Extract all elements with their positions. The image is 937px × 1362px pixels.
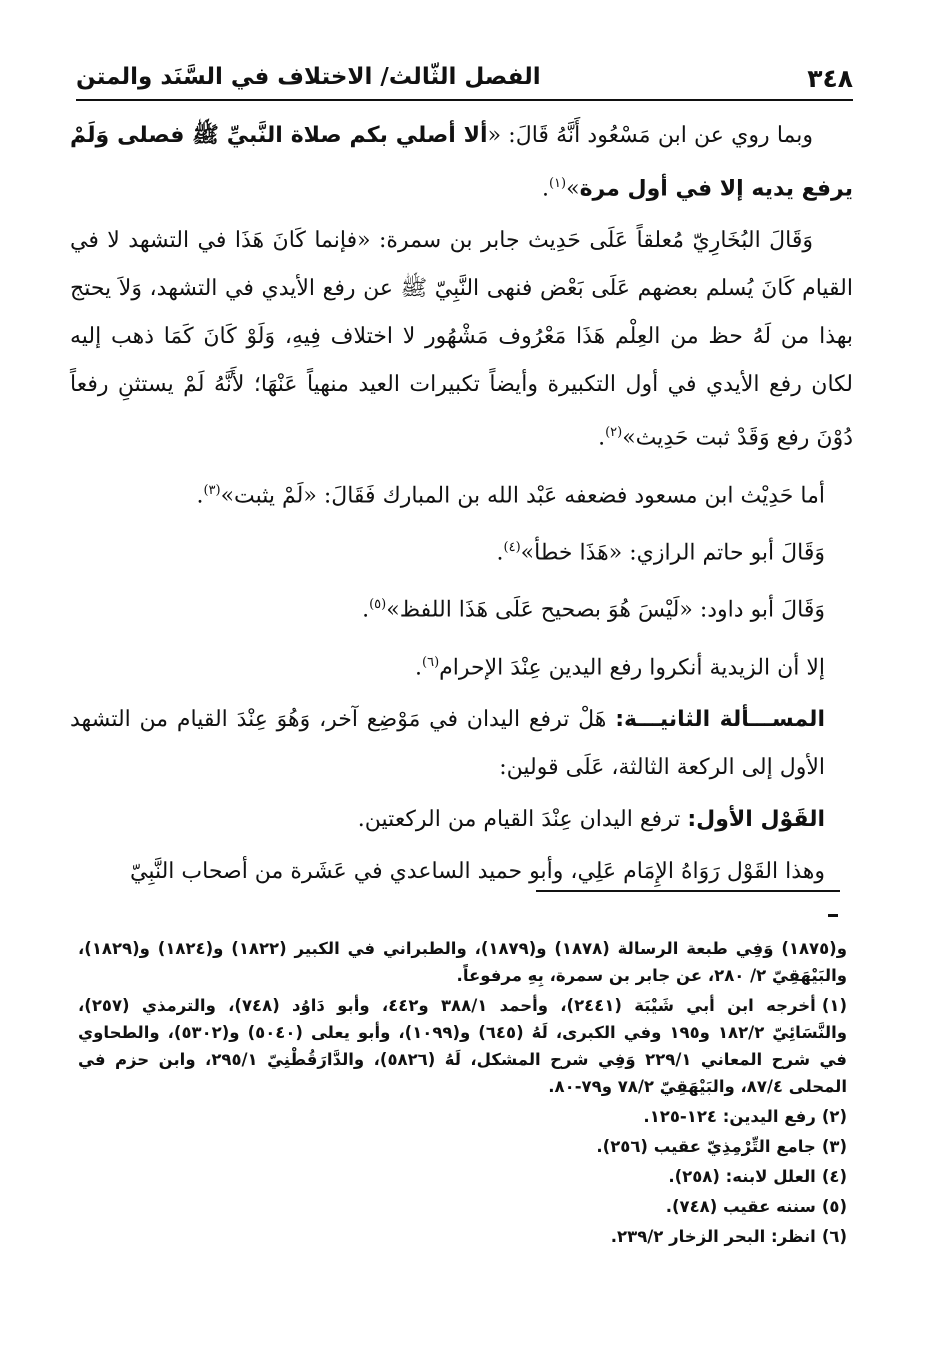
paragraph-5: وَقَالَ أبو داود: «لَيْسَ هُوَ بصحيح عَلَى هَذَا اللفظ»$^{(٥)}$. [362,597,825,623]
paragraph-1: وبما روي عن ابن مَسْعُود أَنَّهُ قَالَ: «ألا أصلي بكم صلاة النَّبيِّ ﷺ فصلى وَلَمْ يرفع يديه إلا في أول مرة»$^{(١)}$. [70,123,853,202]
p4-text: وَقَالَ أبو حاتم الرازي: «هَذَا خطأ» [520,540,825,566]
footnote-text: أخرجه ابن أبي شَيْبَة (٢٤٤١)، وأحمد ٣٨٨/١ و٤٤٢، وأبو دَاوُد (٧٤٨)، والترمذي (٢٥٧)، والنَّسَائِيّ ١٨٢/٢ و١٩٥ وفي الكبرى، لَهُ (٦٤٥) و(١٠٩٩)، وأبو يعلى (٥٠٤٠) و(٥٣٠٢)، والطحاوي في شرح المعاني ٢٢٩/١ وَفِي شرح المشكل، لَهُ (٥٨٢٦)، والدَّارَقُطْنِيّ ٢٩٥/١، وابن حزم في المحلى ٨٧/٤، والبَيْهَقِيّ ٧٨/٢ و٧٩-٨٠. [78,996,847,1096]
footnote-continuation-mark [828,914,838,917]
p7-lead: المســـألة الثانيـــة: [615,706,825,732]
footnote-ref-2: (٢) [605,425,623,441]
page-number: ٣٤٨ [807,64,853,93]
p1-intro: وبما روي عن ابن مَسْعُود أَنَّهُ قَالَ: « [487,123,814,148]
p7-text: هَلْ ترفع اليدان في مَوْضِع آخر، وَهُوَ عِنْدَ القيام من التشهد الأول إلى الركعة الثالثة، عَلَى قولين: [70,706,825,780]
footnote-continued [78,935,847,989]
footnote-number: (٣) [821,1137,847,1156]
footnote-ref-5: (٥) [369,597,387,613]
footnote-number: (٦) [821,1227,847,1246]
footnote-ref-4: (٤) [503,539,521,555]
header-rule [76,99,853,101]
footnote-ref-1: (١) [548,176,567,191]
footnotes [78,935,847,1253]
footnote-6 [78,1223,847,1250]
p8-lead: القَوْل الأول: [687,806,825,832]
page-header [76,60,853,96]
footnote-ref-3: (٣) [203,482,221,498]
paragraph-6: إلا أن الزيدية أنكروا رفع اليدين عِنْدَ الإحرام$^{(٦)}$. [415,654,825,680]
footnote-number: (٥) [821,1197,847,1216]
paragraph-3: أما حَدِيْث ابن مسعود فضعفه عَبْد الله بن المبارك فَقَالَ: «لَمْ يثبت»$^{(٣)}$. [196,482,825,508]
footnote-text: رفع اليدين: ١٢٤-١٢٥. [643,1107,816,1126]
footnote-text: انظر: البحر الزخار ٢٣٩/٢. [610,1227,816,1246]
footnote-number: (١) [821,996,847,1015]
paragraph-9 [70,848,853,896]
footnote-text: و(١٨٧٥) وَفِي طبعة الرسالة (١٨٧٨) و(١٨٧٩)، والطبراني في الكبير (١٨٢٢) و(١٨٢٤) و(١٨٢٩)، والبَيْهَقِيّ ٢/ ٢٨٠، عن جابر بن سمرة، بِهِ مرفوعاً. [78,939,847,985]
paragraph-4: وَقَالَ أبو حاتم الرازي: «هَذَا خطأ»$^{(٤)}$. [496,539,825,566]
p3-text: أما حَدِيْث ابن مسعود فضعفه عَبْد الله بن المبارك فَقَالَ: «لَمْ يثبت» [220,482,825,508]
paragraph-2: وَقَالَ البُخَارِيّ مُعلقاً عَلَى حَدِيث جابر بن سمرة: «فإنما كَانَ هَذَا في التشهد لا في القيام كَانَ يُسلم بعضهم عَلَى بَعْض فنهى النَّبِيّ ﷺ عن رفع الأيدي في التشهد، وَلاَ يحتج بهذا من لَهُ حظ من العِلْم هَذَا مَعْرُوف مَشْهُور لا اختلاف فِيهِ، وَلَوْ كَانَ كَمَا ذهب إليه لكان رفع الأيدي في أول التكبيرة وأيضاً تكبيرات العيد منهياً عَنْهَا؛ لأَنَّهُ لَمْ يستثنِ رفعاً دُوْنَ رفع وَقَدْ ثبت حَدِيث»$^{(٢)}$. [70,228,853,451]
main-text [70,112,853,900]
p1-quote: ألا أصلي بكم صلاة النَّبيِّ ﷺ فصلى وَلَمْ يرفع يديه إلا في أول مرة [70,123,853,202]
p6-text: إلا أن الزيدية أنكروا رفع اليدين عِنْدَ الإحرام [439,654,825,680]
footnote-ref-6: (٦) [422,654,440,670]
paragraph-8 [70,796,853,844]
p2-text: وَقَالَ البُخَارِيّ مُعلقاً عَلَى حَدِيث جابر بن سمرة: «فإنما كَانَ هَذَا في التشهد لا في القيام كَانَ يُسلم بعضهم عَلَى بَعْض فنهى النَّبِيّ ﷺ عن رفع الأيدي في التشهد، وَلاَ يحتج بهذا من لَهُ حظ من العِلْم هَذَا مَعْرُوف مَشْهُور لا اختلاف فِيهِ، وَلَوْ كَانَ كَمَا ذهب إليه لكان رفع الأيدي في أول التكبيرة وأيضاً تكبيرات العيد منهياً عَنْهَا؛ لأَنَّهُ لَمْ يستثنِ رفعاً دُوْنَ رفع وَقَدْ ثبت حَدِيث» [70,228,853,451]
footnote-text: جامع التِّرْمِذِيّ عقيب (٢٥٦). [596,1137,816,1156]
footnote-number: (٢) [821,1107,847,1126]
footnote-5 [78,1193,847,1220]
footnote-number: (٤) [821,1167,847,1186]
p8-text: ترفع اليدان عِنْدَ القيام من الركعتين. [357,806,688,832]
footnote-separator [536,890,840,892]
footnote-2 [78,1103,847,1130]
footnote-3 [78,1133,847,1160]
footnote-text: سننه عقيب (٧٤٨). [665,1197,816,1216]
running-title: الفصل الثّالث/ الاختلاف في السَّنَد والمتن [76,64,541,90]
footnote-4 [78,1163,847,1190]
p1-end: » [566,176,580,202]
footnote-1 [78,992,847,1100]
paragraph-7 [70,696,853,792]
footnote-text: العلل لابنه: (٢٥٨). [668,1167,816,1186]
p5-text: وَقَالَ أبو داود: «لَيْسَ هُوَ بصحيح عَلَى هَذَا اللفظ» [386,597,825,623]
p9-text: وهذا القَوْل رَوَاهُ الإِمَام عَلِي، وأبو حميد الساعدي في عَشَرة من أصحاب النَّبِيّ [129,858,825,884]
